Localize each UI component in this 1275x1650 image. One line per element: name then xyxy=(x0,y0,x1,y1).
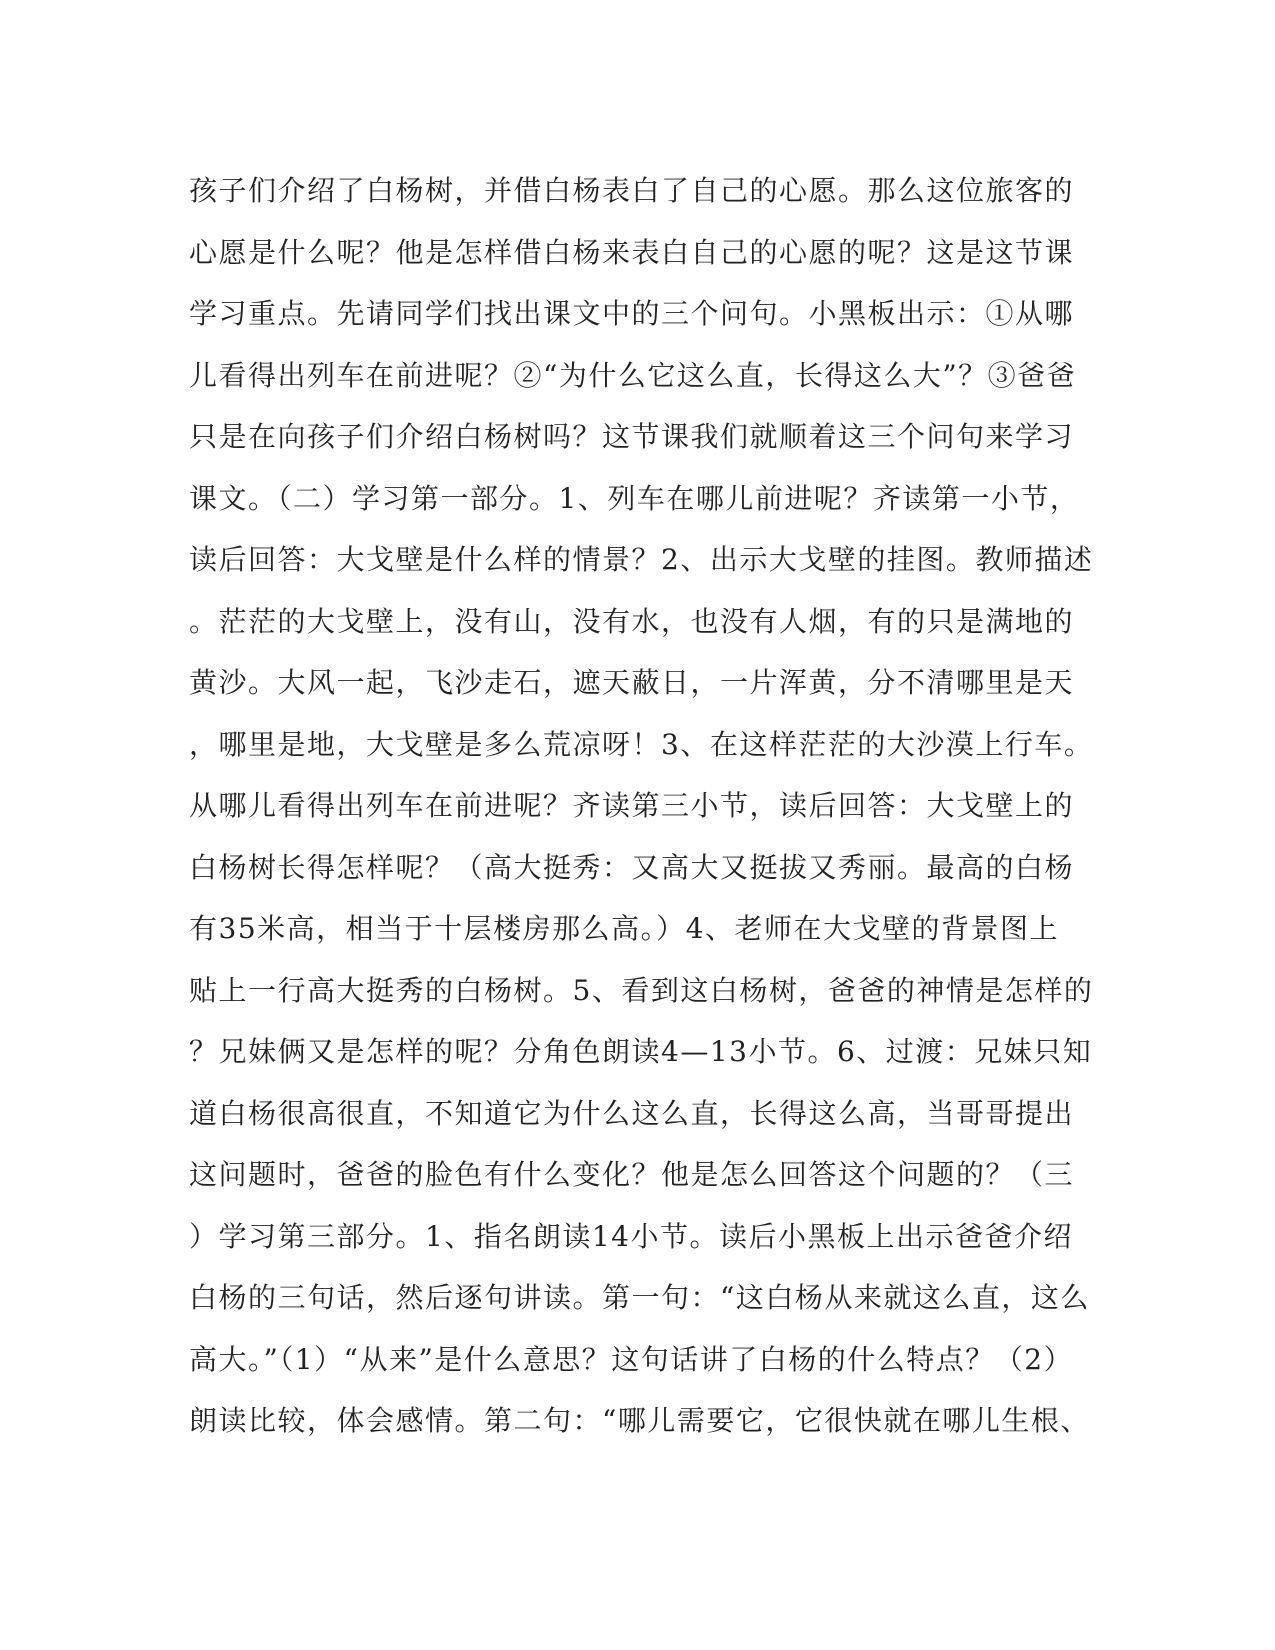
text-line: 黄沙。大风一起，飞沙走石，遮天蔽日，一片浑黄，分不清哪里是天 xyxy=(189,666,1075,699)
text-line: 学习重点。先请同学们找出课文中的三个问句。小黑板出示：①从哪 xyxy=(189,297,1075,330)
text-line: 有35米高，相当于十层楼房那么高。）4、老师在大戈壁的背景图上 xyxy=(189,912,1059,945)
text-line: 高大。”（1）“从来”是什么意思？这句话讲了白杨的什么特点？（2） xyxy=(189,1342,1074,1376)
text-line: 白杨的三句话，然后逐句讲读。第一句：“这白杨从来就这么直，这么 xyxy=(189,1281,1090,1314)
text-line: ）学习第三部分。1、指名朗读14小节。读后小黑板上出示爸爸介绍 xyxy=(189,1219,1073,1253)
text-line: ？兄妹俩又是怎样的呢？分角色朗读4—13小节。6、过渡：兄妹只知 xyxy=(189,1035,1093,1068)
text-line: 朗读比较，体会感情。第二句：“哪儿需要它，它很快就在哪儿生根、 xyxy=(189,1404,1090,1437)
body-text xyxy=(189,160,1094,1452)
text-line: 课文。（二）学习第一部分。1、列车在哪儿前进呢？齐读第一小节， xyxy=(189,481,1080,515)
text-line: 孩子们介绍了白杨树，并借白杨表白了自己的心愿。那么这位旅客的 xyxy=(189,174,1075,207)
text-line: 只是在向孩子们介绍白杨树吗？这节课我们就顺着这三个问句来学习 xyxy=(189,420,1075,453)
text-line: ，哪里是地，大戈壁是多么荒凉呀！3、在这样茫茫的大沙漠上行车。 xyxy=(189,727,1094,761)
text-line: 道白杨很高很直，不知道它为什么这么直，长得这么高，当哥哥提出 xyxy=(189,1096,1075,1130)
text-line: 。茫茫的大戈壁上，没有山，没有水，也没有人烟，有的只是满地的 xyxy=(189,604,1075,638)
text-line: 白杨树长得怎样呢？（高大挺秀：又高大又挺拔又秀丽。最高的白杨 xyxy=(189,850,1075,884)
text-line: 读后回答：大戈壁是什么样的情景？2、出示大戈壁的挂图。教师描述 xyxy=(189,543,1094,576)
text-line: 贴上一行高大挺秀的白杨树。5、看到这白杨树，爸爸的神情是怎样的 xyxy=(189,973,1094,1007)
text-line: 心愿是什么呢？他是怎样借白杨来表白自己的心愿的呢？这是这节课 xyxy=(189,235,1075,269)
text-line: 这问题时，爸爸的脸色有什么变化？他是怎么回答这个问题的？（三 xyxy=(189,1158,1075,1191)
text-line: 从哪儿看得出列车在前进呢？齐读第三小节，读后回答：大戈壁上的 xyxy=(189,789,1075,822)
text-line: 儿看得出列车在前进呢？②“为什么它这么直，长得这么大”？③爸爸 xyxy=(189,358,1077,392)
